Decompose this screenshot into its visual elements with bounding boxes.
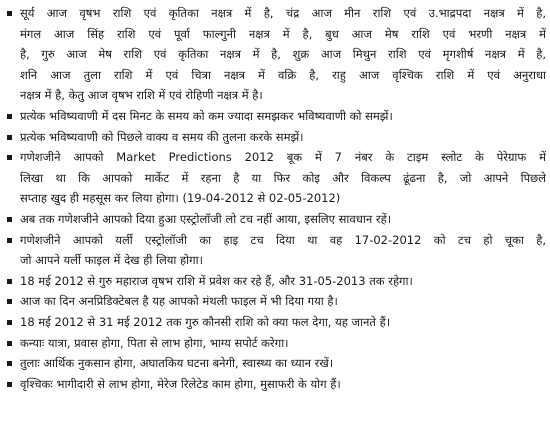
bullet-icon [7, 382, 12, 387]
text-line: 18 मई 2012 से गुरु महाराज वृषभ राशि में प्रवेश कर रहे हैं, और 31-05-2013 तक रहेगा। [20, 273, 413, 288]
list-item [0, 106, 550, 127]
bullet-icon [7, 341, 12, 346]
list-item [0, 271, 550, 292]
bullet-icon [7, 361, 12, 366]
list-item [0, 291, 550, 312]
text-line: प्रत्येक भविष्यवाणी में दस मिनट के समय को कम ज्यादा समझकर भविष्यवाणी को समझें। [20, 108, 393, 123]
list-item [0, 147, 550, 209]
text-line: लिखा था कि आपको मार्केट में रहना है या फिर कोइ और विकल्प ढूंढना है, जो आपने पिछले [20, 170, 546, 185]
list-item [0, 3, 550, 106]
list-item [0, 353, 550, 374]
bullet-icon [7, 279, 12, 284]
list-item [0, 312, 550, 333]
bullet-icon [7, 299, 12, 304]
text-line: वृश्चिकः भागीदारी से लाभ होगा, मेरेज रिलेटेड काम होगा, मुसाफरी के योग हैं। [20, 376, 341, 391]
text-line: 18 मई 2012 से 31 मई 2012 तक गुरु कौनसी राशि को क्या फल देगा, यह जानते हैं। [20, 314, 391, 329]
text-line: गणेशजीने आपको Market Predictions 2012 बूक में 7 नंबर के टाइम स्लोट के पेरेग्राफ में [20, 150, 546, 165]
text-line: अब तक गणेशजीने आपको दिया हुआ एस्ट्रोलॉजी लो टच नहीं आया, इसलिए सावधान रहें। [20, 211, 392, 226]
list-item [0, 209, 550, 230]
bullet-icon [7, 114, 12, 119]
bullet-icon [7, 217, 12, 222]
bullet-icon [7, 320, 12, 325]
list-item [0, 374, 550, 395]
text-line: शनि आज तुला राशि में एवं चित्रा नक्षत्र में वक्रि है, राहु आज वृश्चिक राशि में एवं अनुराधा [20, 67, 546, 82]
text-line: आज का दिन अनप्रिडिक्टेबल है यह आपको मंथली फाइल में भी दिया गया है। [20, 294, 338, 309]
list-item [0, 127, 550, 148]
text-line: कन्याः यात्रा, प्रवास होगा, पिता से लाभ होगा, भाग्य सपोर्ट करेगा। [20, 335, 289, 350]
text-line: मंगल आज सिंह राशि एवं पूर्वा फाल्गुनी नक्षत्र में है, बुध आज मेष राशि एवं भरणी नक्षत्र में [20, 26, 546, 41]
list-item [0, 230, 550, 271]
bullet-icon [7, 11, 12, 16]
text-line: नक्षत्र में है, केतु आज वृषभ राशि में एवं रोहिणी नक्षत्र में है। [20, 88, 263, 103]
bullet-icon [7, 135, 12, 140]
text-line: प्रत्येक भविष्यवाणी को पिछले वाक्य व समय की तुलना करके समझें। [20, 129, 304, 144]
list-item [0, 333, 550, 354]
text-line: जो आपने यर्ली फाइल में देख ही लिया होगा। [20, 253, 203, 268]
text-line: है, गुरु आज मेष राशि एवं कृतिका नक्षत्र में है, शुक्र आज मिथुन राशि एवं मृगशीर्ष नक्षत्र में है, [20, 47, 546, 62]
text-line: तुलाः आर्थिक नुकसान होगा, अघातकिय घटना बनेगी, स्वास्थ्य का ध्यान रखें। [20, 356, 334, 371]
bullet-icon [7, 155, 12, 160]
text-line: गणेशजीने आपको यर्ली एस्ट्रोलॉजी का हाइ टच दिया था वह 17-02-2012 को टच हो चूका है, [20, 232, 546, 247]
text-line: सप्ताह खुद ही महसूस कर लिया होगा। (19-04-2012 से 02-05-2012) [20, 191, 341, 206]
text-line: सूर्य आज वृषभ राशि एवं कृतिका नक्षत्र में है, चंद्र आज मीन राशि एवं उ.भाद्रपदा नक्षत्र में है, [20, 6, 546, 20]
bullet-icon [7, 238, 12, 243]
